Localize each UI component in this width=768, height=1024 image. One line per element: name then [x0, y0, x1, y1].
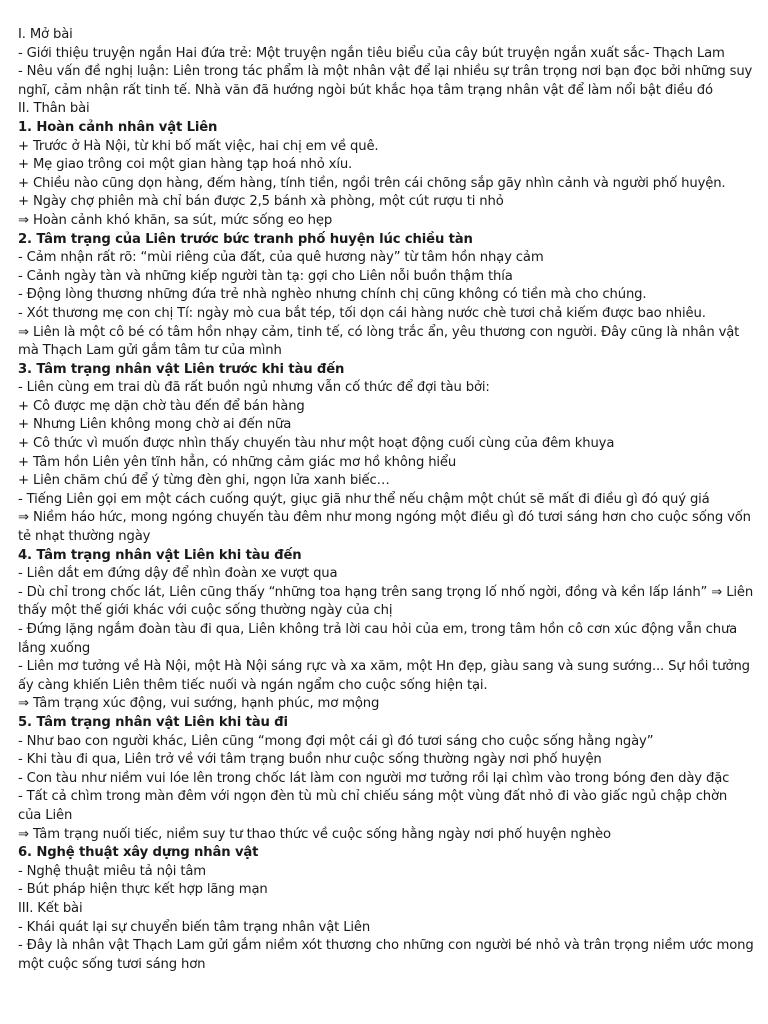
text-line: ⇒ Tâm trạng nuối tiếc, niềm suy tư thao thức về cuộc sống hằng ngày nơi phố huyện nghèo: [18, 826, 611, 842]
section-heading: 5. Tâm trạng nhân vật Liên khi tàu đi: [18, 714, 288, 730]
text-line: - Cảm nhận rất rõ: “mùi riêng của đất, của quê hương này” từ tâm hồn nhạy cảm: [18, 250, 544, 266]
section-heading: 3. Tâm trạng nhân vật Liên trước khi tàu đến: [18, 361, 345, 377]
text-line: - Con tàu như niềm vui lóe lên trong chốc lát làm con người mơ tưởng rồi lại chìm vào trong bóng đen dày đặc: [18, 770, 730, 786]
text-line: - Đây là nhân vật Thạch Lam gửi gắm niềm xót thương cho những con người bé nhỏ và trân trọng niềm ước mong một cuộc sống tươi sáng hơn: [18, 938, 754, 972]
text-line: - Khái quát lại sự chuyển biến tâm trạng nhân vật Liên: [18, 919, 371, 935]
section-heading: 2. Tâm trạng của Liên trước bức tranh phố huyện lúc chiều tàn: [18, 231, 473, 247]
text-line: - Liên cùng em trai dù đã rất buồn ngủ nhưng vẫn cố thức để đợi tàu bởi:: [18, 380, 490, 396]
text-line: I. Mở bài: [18, 27, 73, 42]
text-line: + Cô thức vì muốn được nhìn thấy chuyến tàu như một hoạt động cuối cùng của đêm khuya: [18, 436, 615, 452]
text-line: - Bút pháp hiện thực kết hợp lãng mạn: [18, 882, 268, 898]
text-line: - Liên mơ tưởng về Hà Nội, một Hà Nội sáng rực và xa xăm, một Hn đẹp, giàu sang và sung sướng... Sự hồi tưởng ấy càng khiến Liên thêm tiếc nuối và ngán ngẩm cho cuộc sống hiện tại.: [18, 659, 750, 693]
text-line: - Tiếng Liên gọi em một cách cuống quýt, giục giã như thể nếu chậm một chút sẽ mất đi điều gì đó quý giá: [18, 491, 710, 507]
text-line: - Liên dắt em đứng dậy để nhìn đoàn xe vượt qua: [18, 566, 338, 582]
text-line: + Mẹ giao trông coi một gian hàng tạp hoá nhỏ xíu.: [18, 157, 353, 173]
text-line: - Nêu vấn đề nghị luận: Liên trong tác phẩm là một nhân vật để lại nhiều sự trân trọng nơi bạn đọc bởi những suy nghĩ, cảm nhận rất tinh tế. Nhà văn đã hướng ngòi bút khắc họa tâm trạng nhân vật để làm nổi bật điều đó: [18, 64, 753, 98]
text-line: + Chiều nào cũng dọn hàng, đếm hàng, tính tiền, ngồi trên cái chõng sắp gãy nhìn cảnh và người phố huyện.: [18, 175, 726, 191]
section-heading: 1. Hoàn cảnh nhân vật Liên: [18, 119, 218, 135]
text-line: ⇒ Niềm háo hức, mong ngóng chuyến tàu đêm như mong ngóng một điều gì đó tươi sáng hơn cho cuộc sống vốn tẻ nhạt thường ngày: [18, 510, 751, 545]
text-line: ⇒ Tâm trạng xúc động, vui sướng, hạnh phúc, mơ mộng: [18, 696, 380, 712]
section-heading: 4. Tâm trạng nhân vật Liên khi tàu đến: [18, 547, 302, 563]
text-line: - Tất cả chìm trong màn đêm với ngọn đèn tù mù chỉ chiếu sáng một vùng đất nhỏ đi vào giấc ngủ chập chờn của Liên: [18, 789, 728, 823]
text-line: + Liên chăm chú để ý từng đèn ghi, ngọn lửa xanh biếc…: [18, 473, 390, 489]
text-line: + Ngày chợ phiên mà chỉ bán được 2,5 bánh xà phòng, một cút rượu ti nhỏ: [18, 194, 504, 210]
text-line: ⇒ Liên là một cô bé có tâm hồn nhạy cảm, tinh tế, có lòng trắc ẩn, yêu thương con người. Đây cũng là nhân vật mà Thạch Lam gửi gắm tâm tư của mình: [18, 324, 740, 359]
text-line: + Tâm hồn Liên yên tĩnh hẳn, có những cảm giác mơ hồ không hiểu: [18, 454, 457, 470]
text-line: III. Kết bài: [18, 900, 83, 916]
text-line: - Xót thương mẹ con chị Tí: ngày mò cua bắt tép, tối dọn cái hàng nước chè tươi chả kiếm được bao nhiêu.: [18, 305, 706, 321]
text-line: - Khi tàu đi qua, Liên trở về với tâm trạng buồn như cuộc sống thường ngày nơi phố huyện: [18, 752, 602, 768]
text-line: II. Thân bài: [18, 101, 90, 117]
text-line: + Nhưng Liên không mong chờ ai đến nữa: [18, 417, 292, 433]
text-line: - Như bao con người khác, Liên cũng “mong đợi một cái gì đó tươi sáng cho cuộc sống hằng ngày”: [18, 733, 654, 749]
text-line: ⇒ Hoàn cảnh khó khăn, sa sút, mức sống eo hẹp: [18, 212, 333, 228]
text-line: - Đứng lặng ngắm đoàn tàu đi qua, Liên không trả lời cau hỏi của em, trong tâm hồn cô cơn xúc động vẫn chưa lắng xuống: [18, 622, 738, 656]
text-line: - Giới thiệu truyện ngắn Hai đứa trẻ: Một truyện ngắn tiêu biểu của cây bút truyện ngắn xuất sắc- Thạch Lam: [18, 45, 725, 61]
text-line: - Nghệ thuật miêu tả nội tâm: [18, 863, 206, 879]
text-line: - Động lòng thương những đứa trẻ nhà nghèo nhưng chính chị cũng không có tiền mà cho chúng.: [18, 287, 647, 303]
section-heading: 6. Nghệ thuật xây dựng nhân vật: [18, 845, 259, 861]
text-line: - Cảnh ngày tàn và những kiếp người tàn tạ: gợi cho Liên nỗi buồn thậm thía: [18, 268, 513, 284]
text-line: + Trước ở Hà Nội, từ khi bố mất việc, hai chị em về quê.: [18, 138, 379, 154]
text-line: - Dù chỉ trong chốc lát, Liên cũng thấy “những toa hạng trên sang trọng lố nhố ngời, đồng và kền lấp lánh” ⇒ Liên thấy một thế giới khác với cuộc sống thường ngày của chị: [18, 584, 754, 619]
text-line: + Cô được mẹ dặn chờ tàu đến để bán hàng: [18, 398, 305, 414]
